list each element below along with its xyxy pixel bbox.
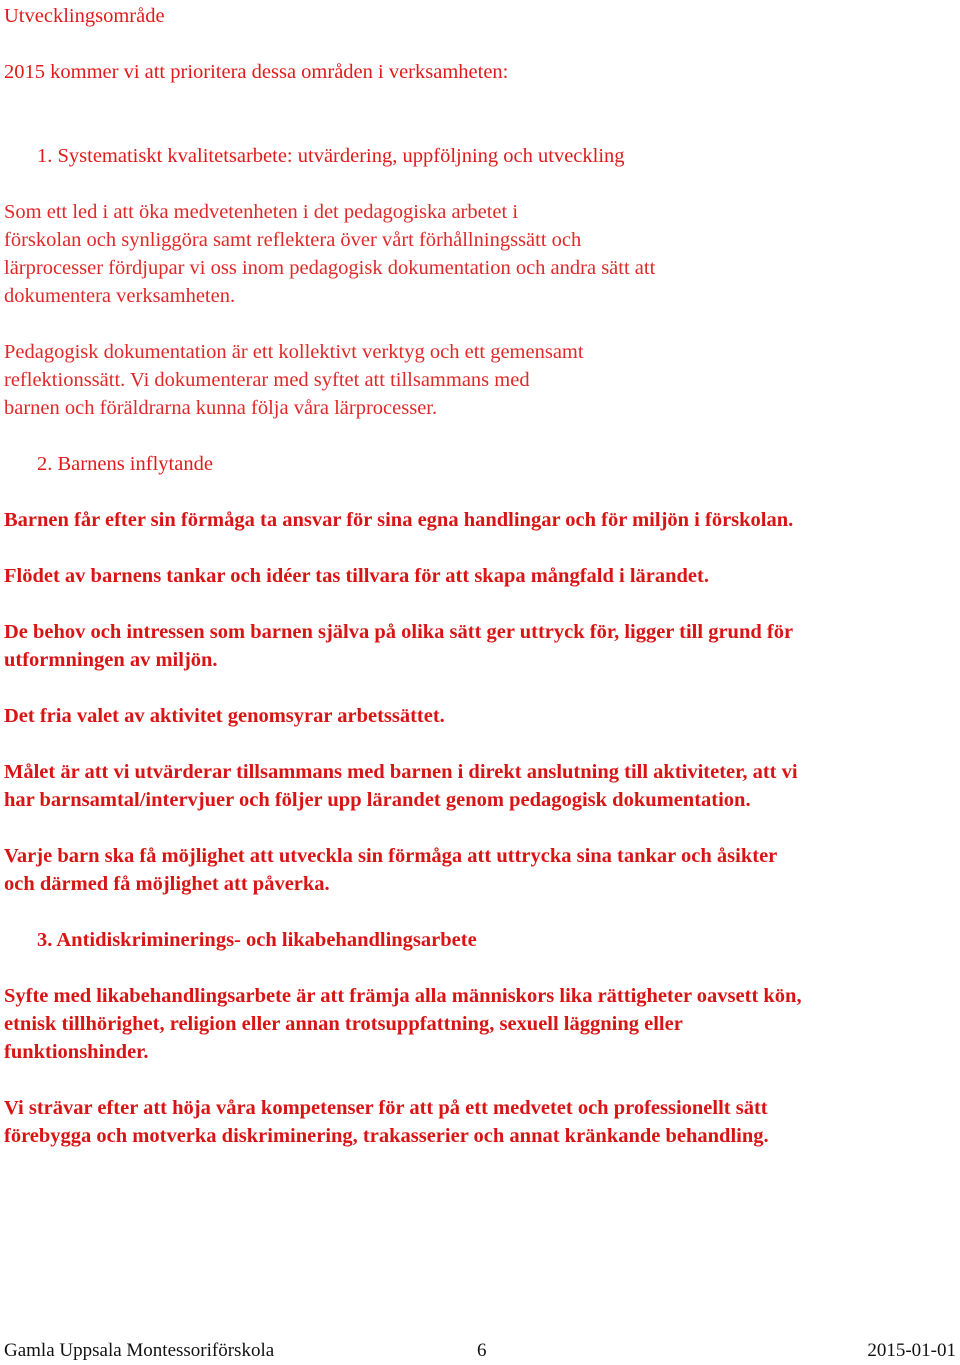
section-3-paragraph-2-line-2: förebygga och motverka diskriminering, trakasserier och annat kränkande behandling. (4, 1125, 769, 1147)
section-3-paragraph-2-line-1: Vi strävar efter att höja våra kompetenser för att på ett medvetet och professionellt sätt (4, 1097, 768, 1119)
footer-school-name: Gamla Uppsala Montessoriförskola (4, 1340, 275, 1361)
section-2-paragraph-3-line-1: De behov och intressen som barnen själva på olika sätt ger uttryck för, ligger till grund för (4, 621, 794, 643)
intro-line: 2015 kommer vi att prioritera dessa områden i verksamheten: (4, 61, 509, 83)
section-3-paragraph-1-line-3: funktionshinder. (4, 1041, 149, 1063)
section-1-para-1-line-3: lärprocesser fördjupar vi oss inom pedagogisk dokumentation och andra sätt att (4, 257, 656, 279)
section-2-paragraph-1: Barnen får efter sin förmåga ta ansvar för sina egna handlingar och för miljön i förskolan. (4, 509, 794, 531)
section-2-title: 2. Barnens inflytande (37, 453, 213, 475)
section-1-para-2-line-3: barnen och föräldrarna kunna följa våra lärprocesser. (4, 397, 438, 419)
section-3-paragraph-1-line-2: etnisk tillhörighet, religion eller annan trotsuppfattning, sexuell läggning eller (4, 1013, 683, 1035)
section-2-paragraph-5-line-2: har barnsamtal/intervjuer och följer upp lärandet genom pedagogisk dokumentation. (4, 789, 751, 811)
section-1-para-1-line-1: Som ett led i att öka medvetenheten i det pedagogiska arbetet i (4, 201, 519, 223)
section-2-paragraph-2: Flödet av barnens tankar och idéer tas tillvara för att skapa mångfald i lärandet. (4, 565, 709, 587)
section-2-paragraph-6-line-2: och därmed få möjlighet att påverka. (4, 873, 330, 895)
footer-date: 2015-01-01 (867, 1340, 956, 1361)
section-2-paragraph-5-line-1: Målet är att vi utvärderar tillsammans med barnen i direkt anslutning till aktiviteter, att vi (4, 761, 798, 783)
section-2-paragraph-6-line-1: Varje barn ska få möjlighet att utveckla sin förmåga att uttrycka sina tankar och åsikter (4, 845, 778, 867)
document-heading: Utvecklingsområde (4, 5, 165, 27)
section-2-paragraph-4: Det fria valet av aktivitet genomsyrar arbetssättet. (4, 705, 445, 727)
section-3-paragraph-1-line-1: Syfte med likabehandlingsarbete är att främja alla människors lika rättigheter oavsett kön, (4, 985, 802, 1007)
section-2-paragraph-3-line-2: utformningen av miljön. (4, 649, 218, 671)
section-1-para-1-line-4: dokumentera verksamheten. (4, 285, 236, 307)
section-1-para-2-line-2: reflektionssätt. Vi dokumenterar med syftet att tillsammans med (4, 369, 530, 391)
section-1-title: 1. Systematiskt kvalitetsarbete: utvärdering, uppföljning och utveckling (37, 145, 625, 167)
footer-page-number: 6 (477, 1340, 487, 1361)
section-3-title: 3. Antidiskriminerings- och likabehandlingsarbete (37, 929, 477, 951)
section-1-para-2-line-1: Pedagogisk dokumentation är ett kollektivt verktyg och ett gemensamt (4, 341, 584, 363)
section-1-para-1-line-2: förskolan och synliggöra samt reflektera över vårt förhållningssätt och (4, 229, 582, 251)
page-footer (4, 1339, 956, 1363)
